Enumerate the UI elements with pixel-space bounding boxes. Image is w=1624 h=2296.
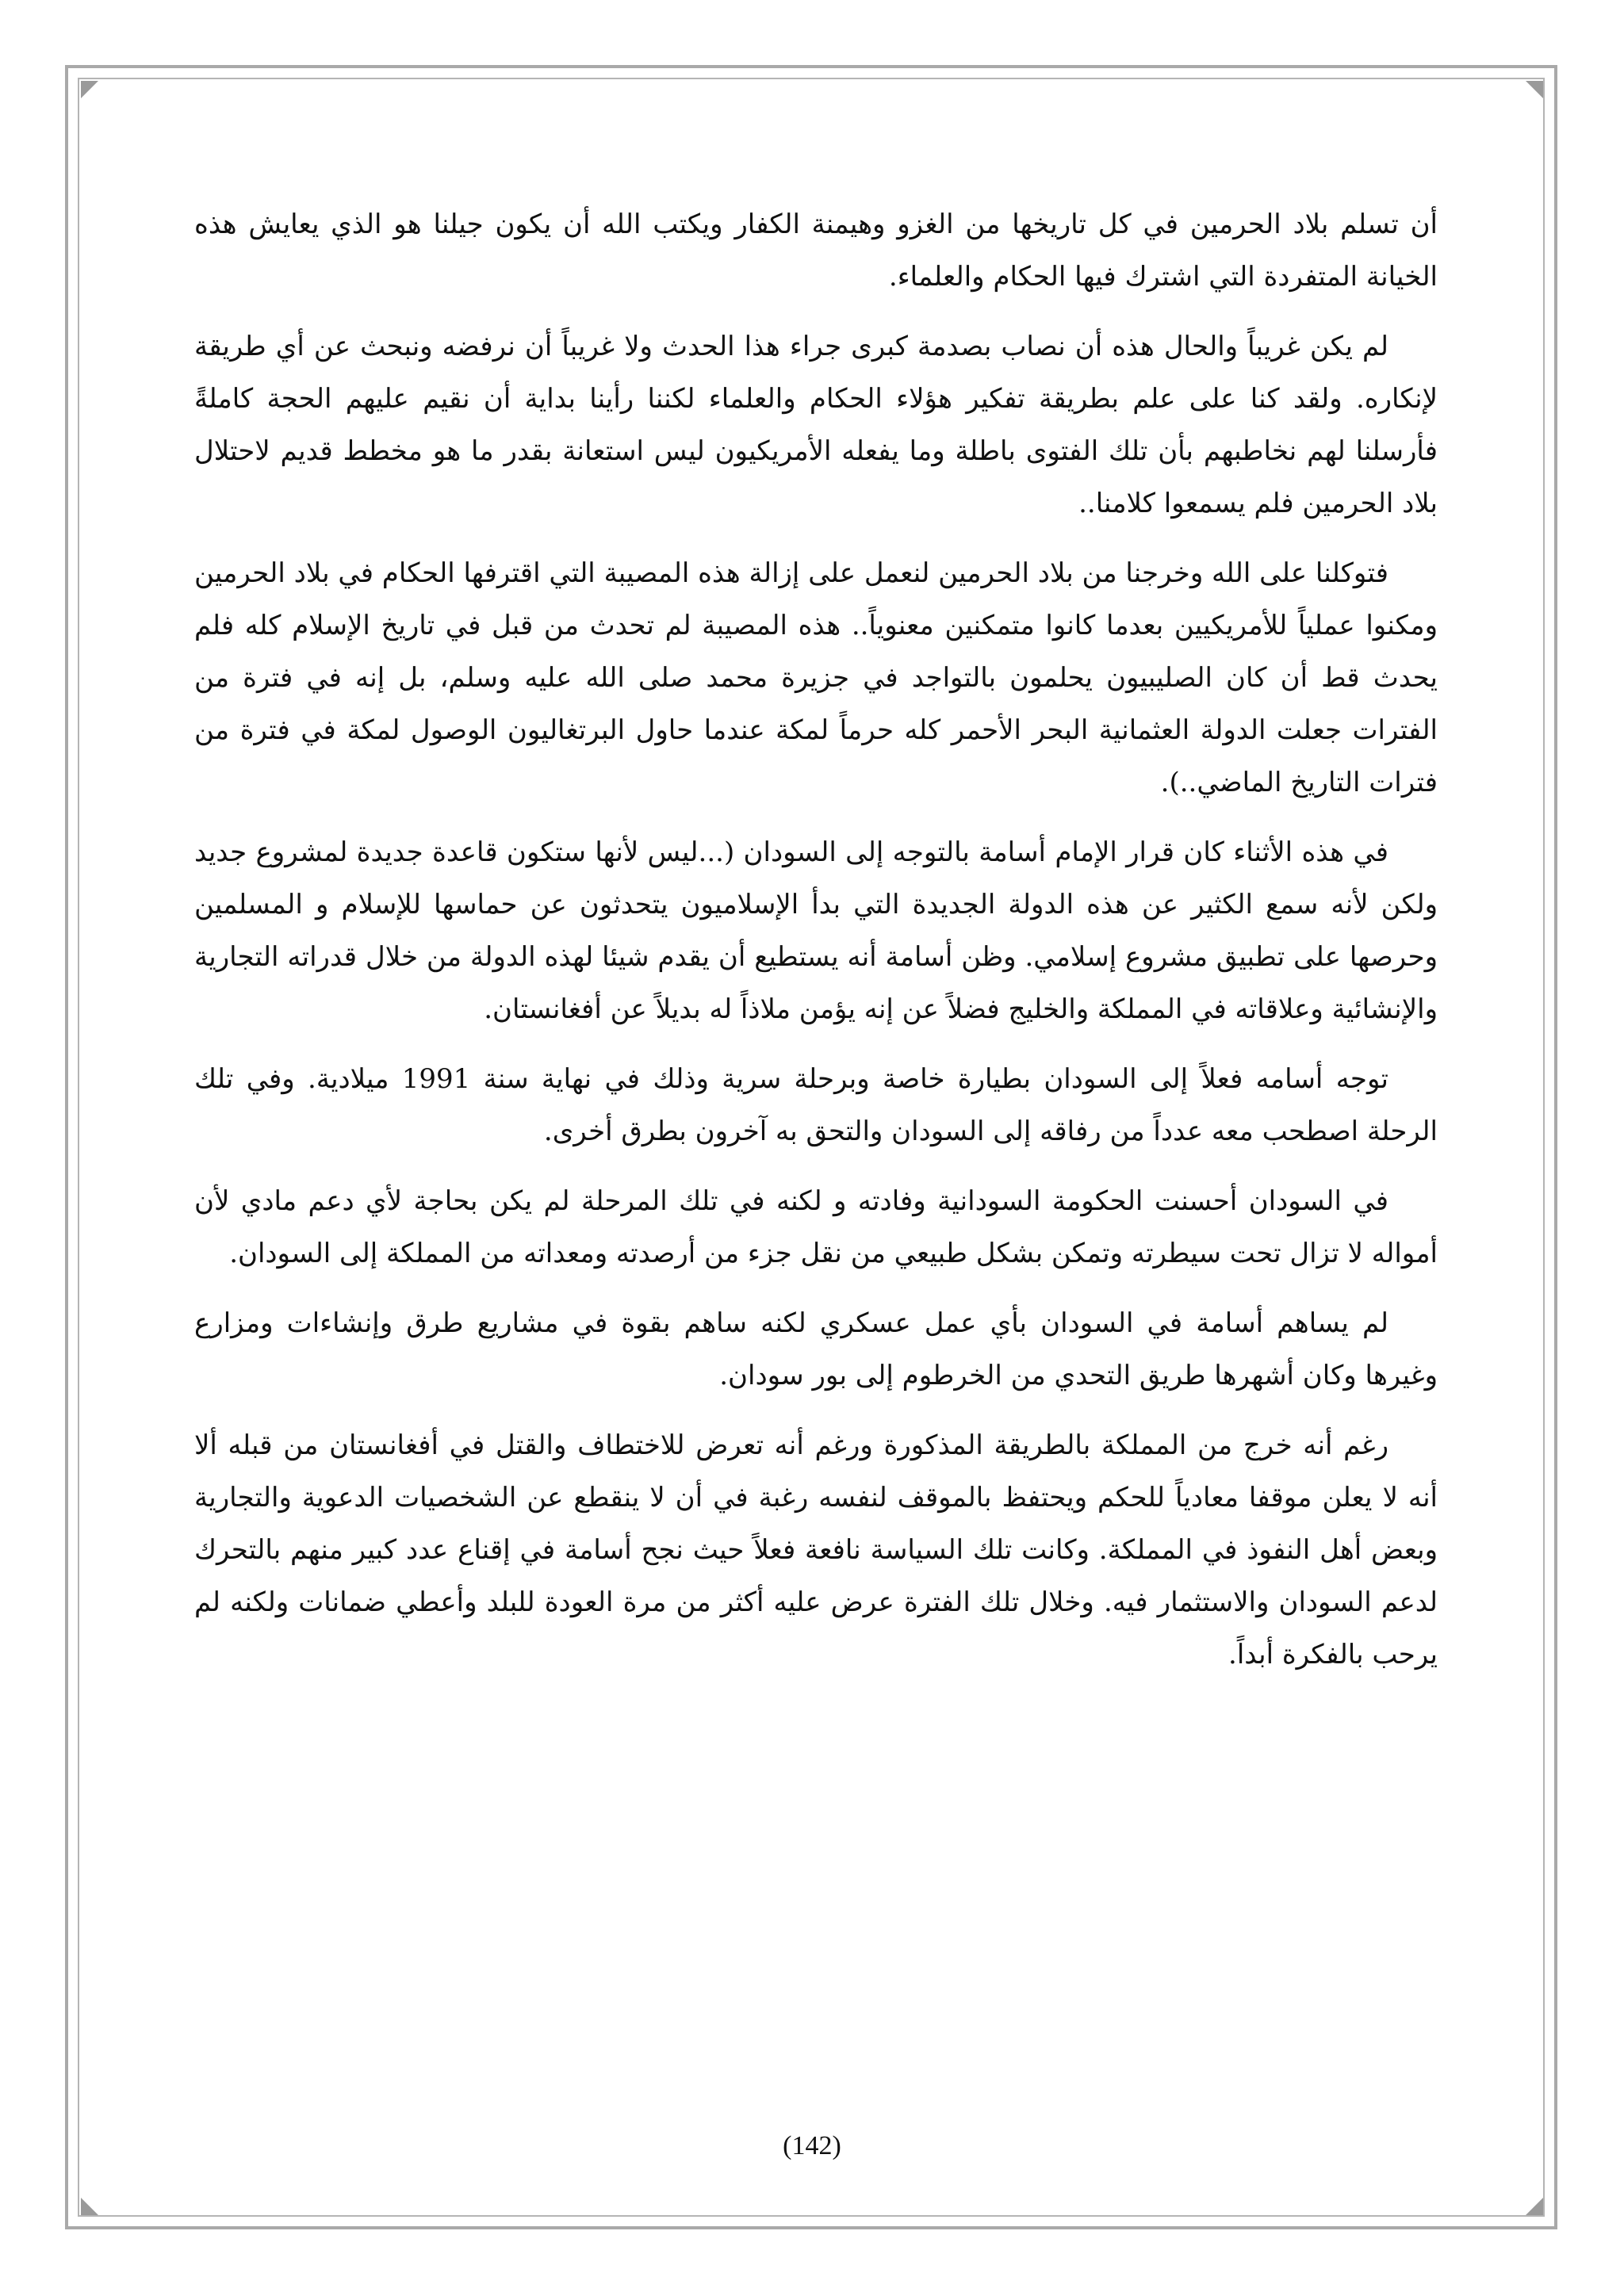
paragraph: في هذه الأثناء كان قرار الإمام أسامة بالتوجه إلى السودان (...ليس لأنها ستكون قاعدة جديدة لمشروع جديد ولكن لأنه سمع الكثير عن هذه الدولة الجديدة التي بدأ الإسلاميون يتحدثون عن حماسها للإسلام و المسلمين وحرصها على تطبيق مشروع إسلامي. وظن أسامة أنه يستطيع أن يقدم شيئا لهذه الدولة من خلال قدراته التجارية والإنشائية وعلاقاته في المملكة والخليج فضلاً عن إنه يؤمن ملاذاً له بديلاً عن أفغانستان. [194, 836, 1438, 1025]
paragraph: لم يساهم أسامة في السودان بأي عمل عسكري لكنه ساهم بقوة في مشاريع طرق وإنشاءات ومزارع وغيرها وكان أشهرها طريق التحدي من الخرطوم إلى بور سودان. [194, 1307, 1438, 1391]
paragraph: في السودان أحسنت الحكومة السودانية وفادته و لكنه في تلك المرحلة لم يكن بحاجة لأي دعم مادي لأن أمواله لا تزال تحت سيطرته وتمكن بشكل طبيعي من نقل جزء من أرصدته ومعداته من المملكة إلى السودان. [194, 1185, 1438, 1269]
page-number: (142) [783, 2131, 841, 2160]
corner-ornament-bottom-left [79, 2196, 100, 2217]
paragraph: لم يكن غريباً والحال هذه أن نصاب بصدمة كبرى جراء هذا الحدث ولا غريباً أن نرفضه ونبحث عن أي طريقة لإنكاره. ولقد كنا على علم بطريقة تفكير هؤلاء الحكام والعلماء لكننا رأينا بداية أن نقيم عليهم الحجة كاملةً فأرسلنا لهم نخاطبهم بأن تلك الفتوى باطلة وما يفعله الأمريكيون ليس استعانة بقدر ما هو مخطط قديم لاحتلال بلاد الحرمين فلم يسمعوا كلامنا.. [194, 331, 1438, 519]
paragraph: فتوكلنا على الله وخرجنا من بلاد الحرمين لنعمل على إزالة هذه المصيبة التي اقترفها الحكام في بلاد الحرمين ومكنوا عملياً للأمريكيين بعدما كانوا متمكنين معنوياً.. هذه المصيبة لم تحدث من قبل في تاريخ الإسلام كله فلم يحدث قط أن كان الصليبيون يحلمون بالتواجد في جزيرة محمد صلى الله عليه وسلم، بل إنه في فترة من الفترات جعلت الدولة العثمانية البحر الأحمر كله حرماً لمكة عندما حاول البرتغاليون الوصول لمكة في فترة من فترات التاريخ الماضي..). [194, 557, 1438, 798]
body-text [194, 198, 1438, 1698]
corner-ornament-bottom-right [1524, 2196, 1545, 2217]
corner-ornament-top-right [1524, 79, 1545, 100]
corner-ornament-top-left [79, 79, 100, 100]
paragraph: رغم أنه خرج من المملكة بالطريقة المذكورة ورغم أنه تعرض للاختطاف والقتل في أفغانستان من قبله ألا أنه لا يعلن موقفا معادياً للحكم ويحتفظ بالموقف لنفسه رغبة في أن لا ينقطع عن الشخصيات الدعوية والتجارية وبعض أهل النفوذ في المملكة. وكانت تلك السياسة نافعة فعلاً حيث نجح أسامة في إقناع عدد كبير منهم بالتحرك لدعم السودان والاستثمار فيه. وخلال تلك الفترة عرض عليه أكثر من مرة العودة للبلد وأعطي ضمانات ولكنه لم يرحب بالفكرة أبداً. [194, 1429, 1438, 1670]
paragraph: أن تسلم بلاد الحرمين في كل تاريخها من الغزو وهيمنة الكفار ويكتب الله أن يكون جيلنا هو الذي يعايش هذه الخيانة المتفردة التي اشترك فيها الحكام والعلماء. [194, 209, 1438, 293]
paragraph: توجه أسامه فعلاً إلى السودان بطيارة خاصة وبرحلة سرية وذلك في نهاية سنة 1991 ميلادية. وفي تلك الرحلة اصطحب معه عدداً من رفاقه إلى السودان والتحق به آخرون بطرق أخرى. [194, 1063, 1438, 1147]
